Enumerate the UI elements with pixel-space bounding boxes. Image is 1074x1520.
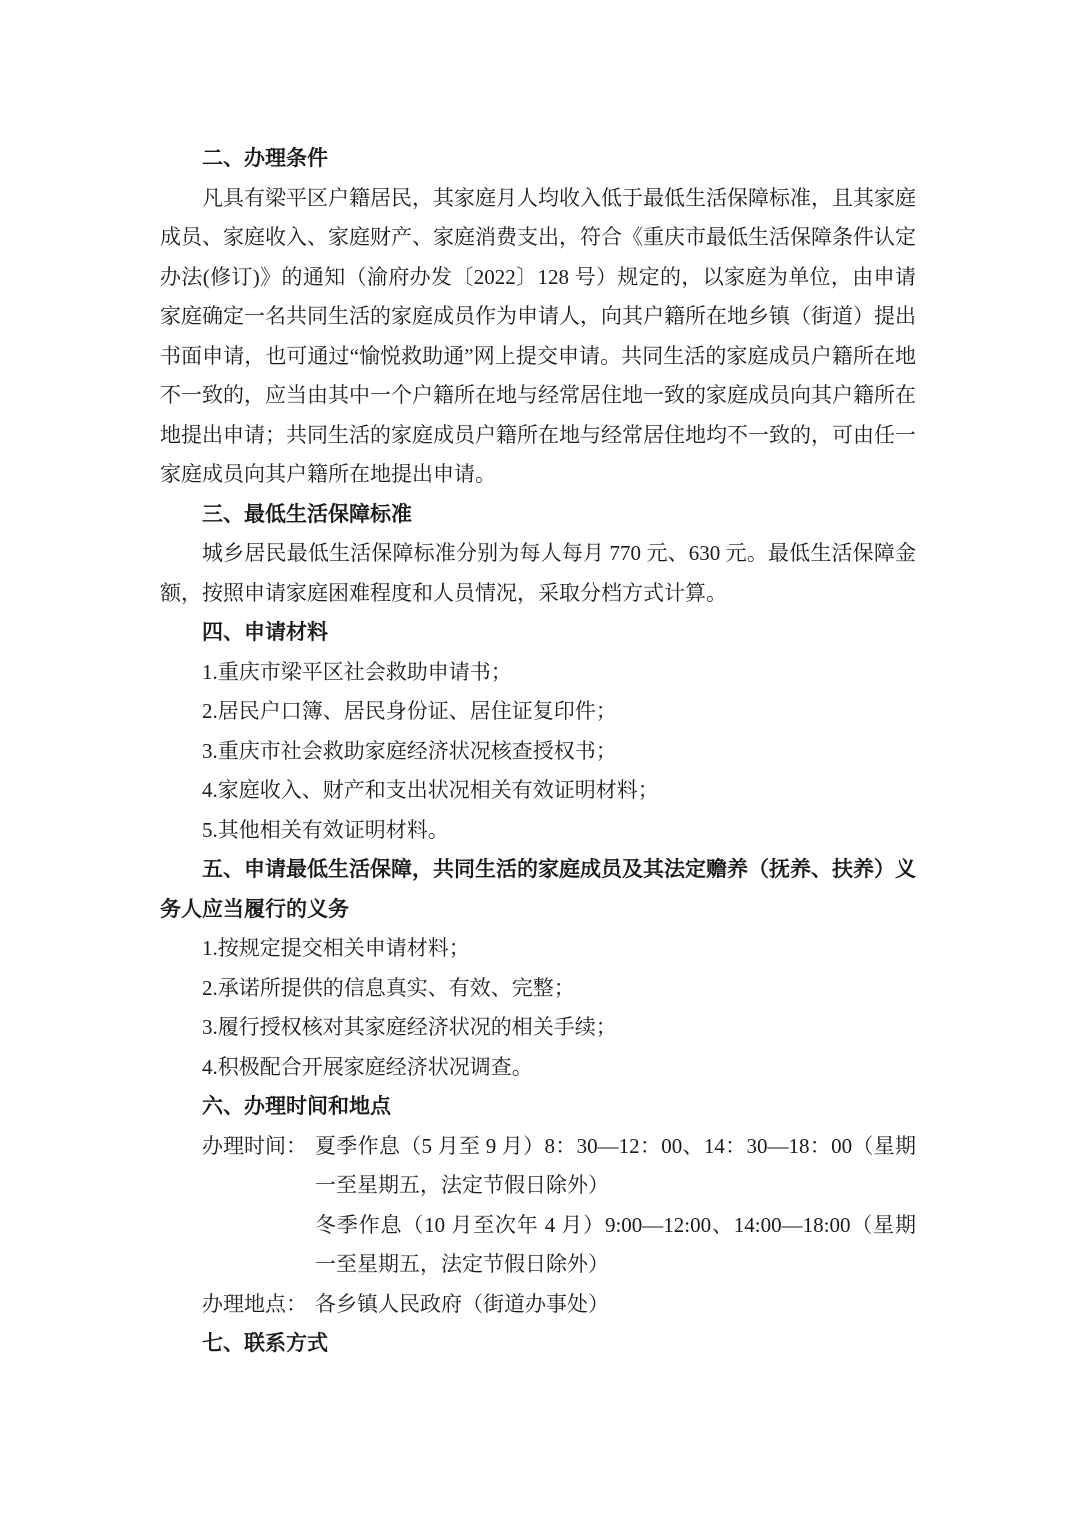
section-heading-7: 七、联系方式 bbox=[202, 1332, 328, 1355]
section-heading-5: 五、申请最低生活保障，共同生活的家庭成员及其法定赡养（抚养、扶养）义务人应当履行的义务 bbox=[160, 858, 916, 921]
office-location-row-body bbox=[315, 1285, 916, 1325]
section-heading-2: 二、办理条件 bbox=[202, 147, 328, 170]
material-item-4: 4.家庭收入、财产和支出状况相关有效证明材料； bbox=[202, 778, 659, 802]
obligation-item-2: 2.承诺所提供的信息真实、有效、完整； bbox=[202, 975, 575, 1000]
section-heading-4: 四、申请材料 bbox=[202, 621, 328, 644]
office-location-row-line: 各乡镇人民政府（街道办事处） bbox=[315, 1291, 609, 1316]
material-item-2: 2.居民户口簿、居民身份证、居住证复印件； bbox=[202, 699, 617, 723]
material-item-5: 5.其他相关有效证明材料。 bbox=[202, 817, 449, 842]
material-item-3: 3.重庆市社会救助家庭经济状况核查授权书； bbox=[202, 738, 617, 763]
obligation-item-1: 1.按规定提交相关申请材料； bbox=[202, 936, 470, 960]
obligation-item-4: 4.积极配合开展家庭经济状况调查。 bbox=[202, 1054, 533, 1079]
material-item-1: 1.重庆市梁平区社会救助申请书； bbox=[202, 659, 512, 684]
section-2-paragraph: 凡具有梁平区户籍居民，其家庭月人均收入低于最低生活保障标准，且其家庭成员、家庭收入、家庭财产、家庭消费支出，符合《重庆市最低生活保障条件认定办法(修订)》的通知（渝府办发〔2022〕128 号）规定的，以家庭为单位，由申请家庭确定一名共同生活的家庭成员作为申请人，向其户籍所在地乡镇（街道）提出书面申请，也可通过“愉悦救助通”网上提交申请。共同生活的家庭成员户籍所在地不一致的，应当由其中一个户籍所在地与经常居住地一致的家庭成员向其户籍所在地提出申请；共同生活的家庭成员户籍所在地与经常居住地均不一致的，可由任一家庭成员向其户籍所在地提出申请。 bbox=[160, 185, 916, 486]
office-hours-row-body bbox=[315, 1127, 916, 1285]
office-location-row-label: 办理地点： bbox=[202, 1291, 307, 1316]
obligation-item-3: 3.履行授权核对其家庭经济状况的相关手续； bbox=[202, 1015, 617, 1039]
document-content bbox=[160, 139, 916, 1364]
office-hours-row bbox=[160, 1127, 916, 1285]
office-hours-row-line: 夏季作息（5 月至 9 月）8：30—12：00、14：30—18：00（星期一至星期五，法定节假日除外） bbox=[315, 1133, 916, 1197]
office-hours-row-line: 冬季作息（10 月至次年 4 月）9:00—12:00、14:00—18:00（星期一至星期五，法定节假日除外） bbox=[315, 1212, 916, 1276]
office-location-row bbox=[160, 1285, 916, 1325]
section-3-paragraph: 城乡居民最低生活保障标准分别为每人每月 770 元、630 元。最低生活保障金额，按照申请家庭困难程度和人员情况，采取分档方式计算。 bbox=[160, 541, 916, 605]
section-heading-3: 三、最低生活保障标准 bbox=[202, 502, 412, 526]
office-hours-row-label: 办理时间： bbox=[202, 1133, 307, 1158]
section-heading-6: 六、办理时间和地点 bbox=[202, 1095, 391, 1118]
